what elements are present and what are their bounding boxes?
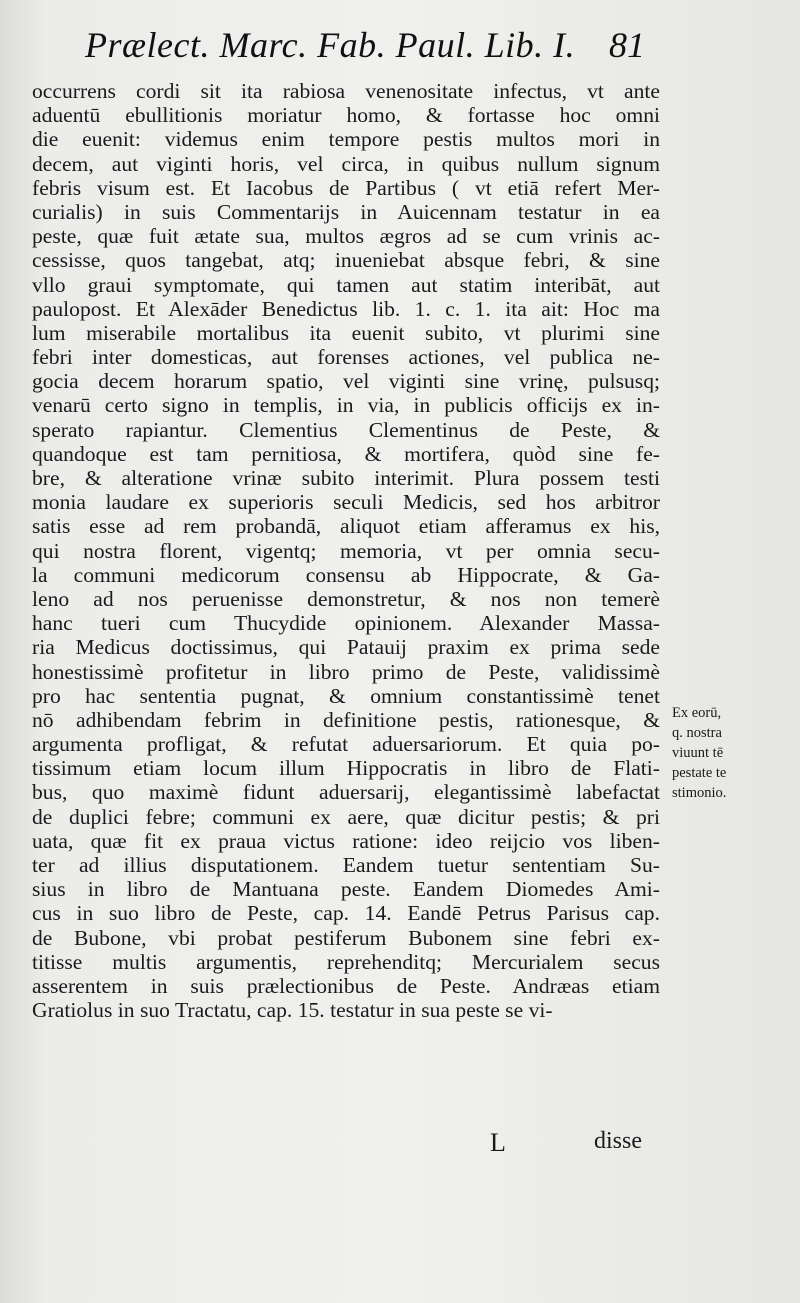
text-line: febri inter domesticas, aut forenses actiones, vel publica ne-: [32, 345, 660, 370]
running-title: Prælect. Marc. Fab. Paul. Lib. I.: [85, 25, 576, 65]
text-line: leno ad nos peruenisse demonstretur, & nos non temerè: [32, 586, 660, 611]
text-line: aduentū ebullitionis moriatur homo, & fortasse hoc omni: [32, 103, 660, 128]
text-line: bre, & alteratione vrinæ subito interimit. Plura possem testi: [32, 466, 660, 490]
margin-note-line: stimonio.: [672, 785, 727, 801]
text-line: titisse multis argumentis, reprehenditq; Mercurialem secus: [32, 949, 660, 974]
margin-note-line: q. nostra: [672, 725, 722, 741]
text-line: hanc tueri cum Thucydide opinionem. Alexander Massa-: [32, 611, 660, 636]
text-line: sperato rapiantur. Clementius Clementinus de Peste, &: [32, 417, 660, 442]
signature-mark: L: [490, 1128, 506, 1157]
text-line: lum miserabile mortalibus ita euenit subito, vt plurimi sine: [32, 320, 660, 345]
text-line: uata, quæ fit ex praua victus ratione: ideo reijcio vos liben-: [32, 828, 660, 853]
text-line: qui nostra florent, vigentq; memoria, vt per omnia secu-: [32, 538, 660, 563]
text-line: de duplici febre; communi ex aere, quæ dicitur pestis; & pri: [32, 804, 660, 829]
text-line: vllo graui symptomate, qui tamen aut statim interibāt, aut: [32, 272, 660, 297]
text-line: honestissimè profitetur in libro primo de Peste, validissimè: [32, 659, 660, 684]
text-line: monia laudare ex superioris seculi Medicis, sed hos arbitror: [32, 490, 660, 515]
text-line: quandoque est tam pernitiosa, & mortifera, quòd sine fe-: [32, 441, 660, 466]
body-text: [32, 79, 660, 1022]
text-line: ria Medicus doctissimus, qui Patauij praxim ex prima sede: [32, 635, 660, 660]
page-number: 81: [609, 25, 645, 65]
text-line: satis esse ad rem probandā, aliquot etiam afferamus ex his,: [32, 514, 660, 539]
text-line: decem, aut viginti horis, vel circa, in quibus nullum signum: [32, 151, 660, 176]
text-line: occurrens cordi sit ita rabiosa venenositate infectus, vt ante: [32, 79, 660, 103]
margin-note-line: viuunt tē: [672, 745, 724, 761]
text-line: asserentem in suis prælectionibus de Peste. Andræas etiam: [32, 973, 660, 998]
text-line: venarū certo signo in templis, in via, in publicis officijs ex in-: [32, 393, 660, 418]
text-line: pro hac sententia pugnat, & omnium constantissimè tenet: [32, 683, 660, 708]
page-header: [85, 24, 645, 68]
text-line: febris visum est. Et Iacobus de Partibus ( vt etiā refert Mer-: [32, 175, 660, 200]
text-line: curialis) in suis Commentarijs in Auicennam testatur in ea: [32, 199, 660, 224]
text-line: sius in libro de Mantuana peste. Eandem Diomedes Ami-: [32, 877, 660, 902]
text-line: peste, quæ fuit ætate sua, multos ægros ad se cum vrinis ac-: [32, 224, 660, 249]
text-line: nō adhibendam febrim in definitione pestis, rationesque, &: [32, 707, 660, 732]
text-line: ter ad illius disputationem. Eandem tuetur sententiam Su-: [32, 853, 660, 877]
text-line: tissimum etiam locum illum Hippocratis in libro de Flati-: [32, 756, 660, 781]
page-footer: [32, 1128, 642, 1158]
text-line: paulopost. Et Alexāder Benedictus lib. 1. c. 1. ita ait: Hoc ma: [32, 296, 660, 321]
text-line: la communi medicorum consensu ab Hippocrate, & Ga-: [32, 562, 660, 587]
text-line: cessisse, quos tangebat, atq; inueniebat absque febri, & sine: [32, 248, 660, 273]
text-line: Gratiolus in suo Tractatu, cap. 15. testatur in sua peste se vi-: [32, 998, 553, 1023]
margin-note: [672, 703, 792, 803]
text-line: de Bubone, vbi probat pestiferum Bubonem sine febri ex-: [32, 925, 660, 950]
catchword: disse: [594, 1128, 642, 1154]
margin-note-line: Ex eorū,: [672, 705, 722, 721]
text-line: die euenit: videmus enim tempore pestis multos mori in: [32, 127, 660, 152]
text-line: cus in suo libro de Peste, cap. 14. Eandē Petrus Parisus cap.: [32, 901, 660, 926]
text-line: bus, quo maximè fidunt aduersarij, elegantissimè labefactat: [32, 780, 660, 805]
text-line: gocia decem horarum spatio, vel viginti sine vrinę, pulsusq;: [32, 369, 660, 394]
margin-note-line: pestate te: [672, 765, 727, 781]
text-line: argumenta profligat, & refutat aduersariorum. Et quia po-: [32, 732, 660, 757]
